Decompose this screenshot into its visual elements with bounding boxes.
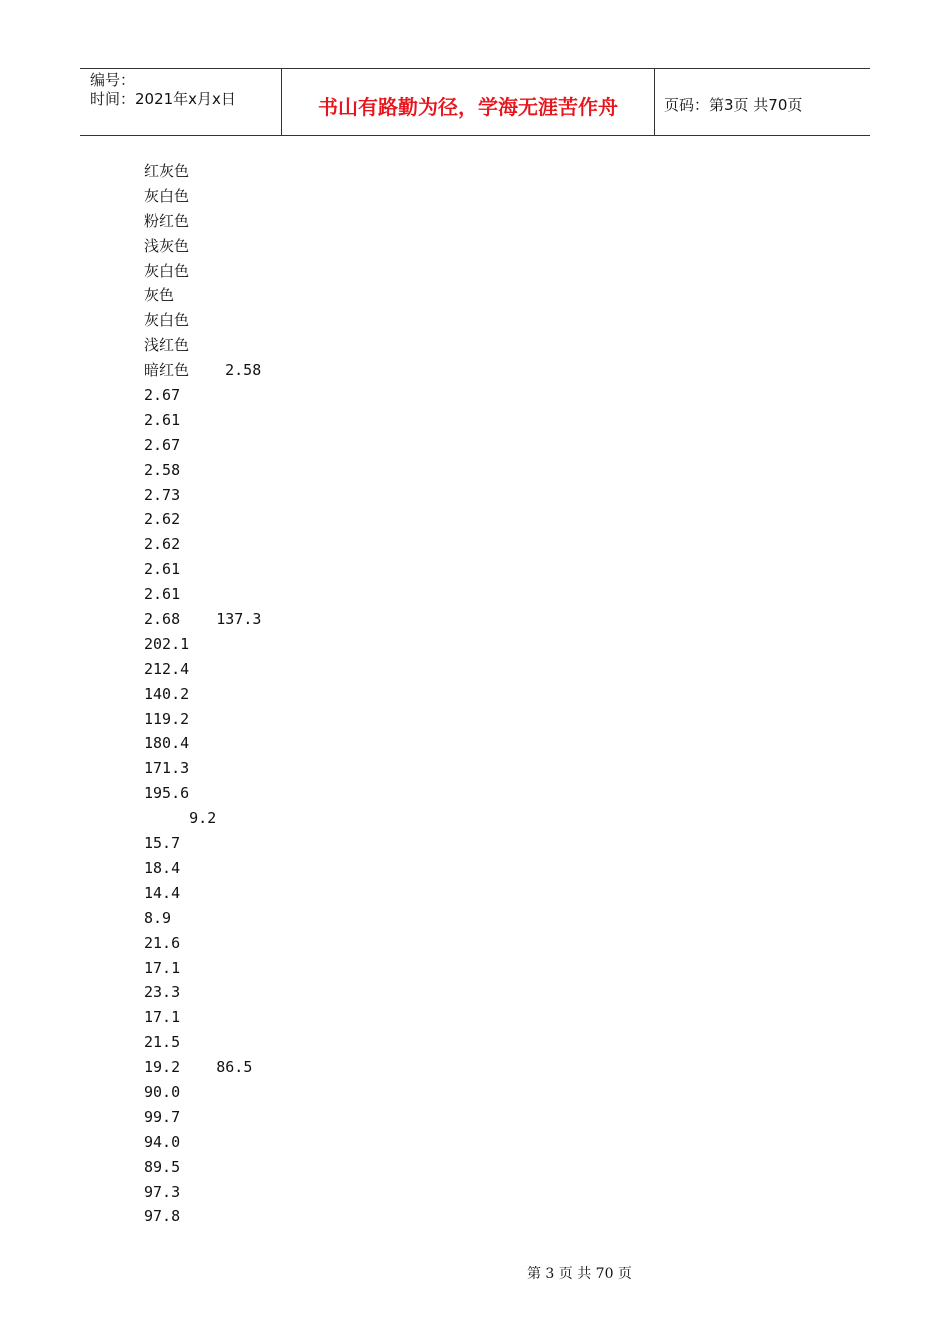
body-line: 2.58 [144,460,181,479]
body-line: 202.1 [144,634,190,653]
document-body [144,159,261,1229]
body-line: 15.7 [144,834,181,853]
body-line: 浅红色 [144,336,190,355]
body-line: 灰白色 [144,261,190,280]
body-line: 21.5 [144,1033,181,1052]
body-line: 171.3 [144,759,190,778]
body-line: 2.61 [144,560,181,579]
body-line: 2.62 [144,535,181,554]
header-divider-right [654,68,655,136]
body-line: 18.4 [144,858,181,877]
body-line: 180.4 [144,734,190,753]
body-line: 2.67 [144,386,181,405]
body-line: 212.4 [144,659,190,678]
body-line: 17.1 [144,958,181,977]
body-line: 2.62 [144,510,181,529]
header-top-rule [80,68,870,69]
header-meta [90,71,236,109]
body-line: 2.67 [144,435,181,454]
body-line: 97.3 [144,1182,181,1201]
body-line: 89.5 [144,1157,181,1176]
body-line: 99.7 [144,1107,181,1126]
body-line: 97.8 [144,1207,181,1226]
body-line: 暗红色 2.58 [144,361,262,380]
header-number-label: 编号： [90,71,136,89]
body-line: 8.9 [144,908,172,927]
body-line: 19.2 86.5 [144,1058,253,1077]
body-line: 195.6 [144,784,190,803]
body-line: 90.0 [144,1082,181,1101]
body-line: 9.2 [144,809,217,828]
header-motto: 书山有路勤为径，学海无涯苦作舟 [318,95,618,119]
body-line: 灰白色 [144,311,190,330]
body-line: 灰白色 [144,186,190,205]
footer-page-number: 第 3 页 共 70 页 [526,1266,632,1282]
body-line: 粉红色 [144,211,190,230]
body-line: 浅灰色 [144,236,190,255]
header-page-info: 页码：第3页 共70页 [664,96,803,114]
body-line: 红灰色 [144,162,190,180]
body-line: 17.1 [144,1008,181,1027]
body-line: 21.6 [144,933,181,952]
body-line: 2.73 [144,485,181,504]
page-footer [0,1247,950,1283]
header-time-label: 时间：2021年x月x日 [90,90,236,108]
body-line: 94.0 [144,1132,181,1151]
body-line: 2.61 [144,410,181,429]
body-line: 灰色 [144,286,175,305]
body-line: 119.2 [144,709,190,728]
body-line: 14.4 [144,883,181,902]
body-line: 2.68 137.3 [144,610,262,629]
body-line: 23.3 [144,983,181,1002]
body-line: 2.61 [144,585,181,604]
header-bottom-rule [80,135,870,136]
body-line: 140.2 [144,684,190,703]
